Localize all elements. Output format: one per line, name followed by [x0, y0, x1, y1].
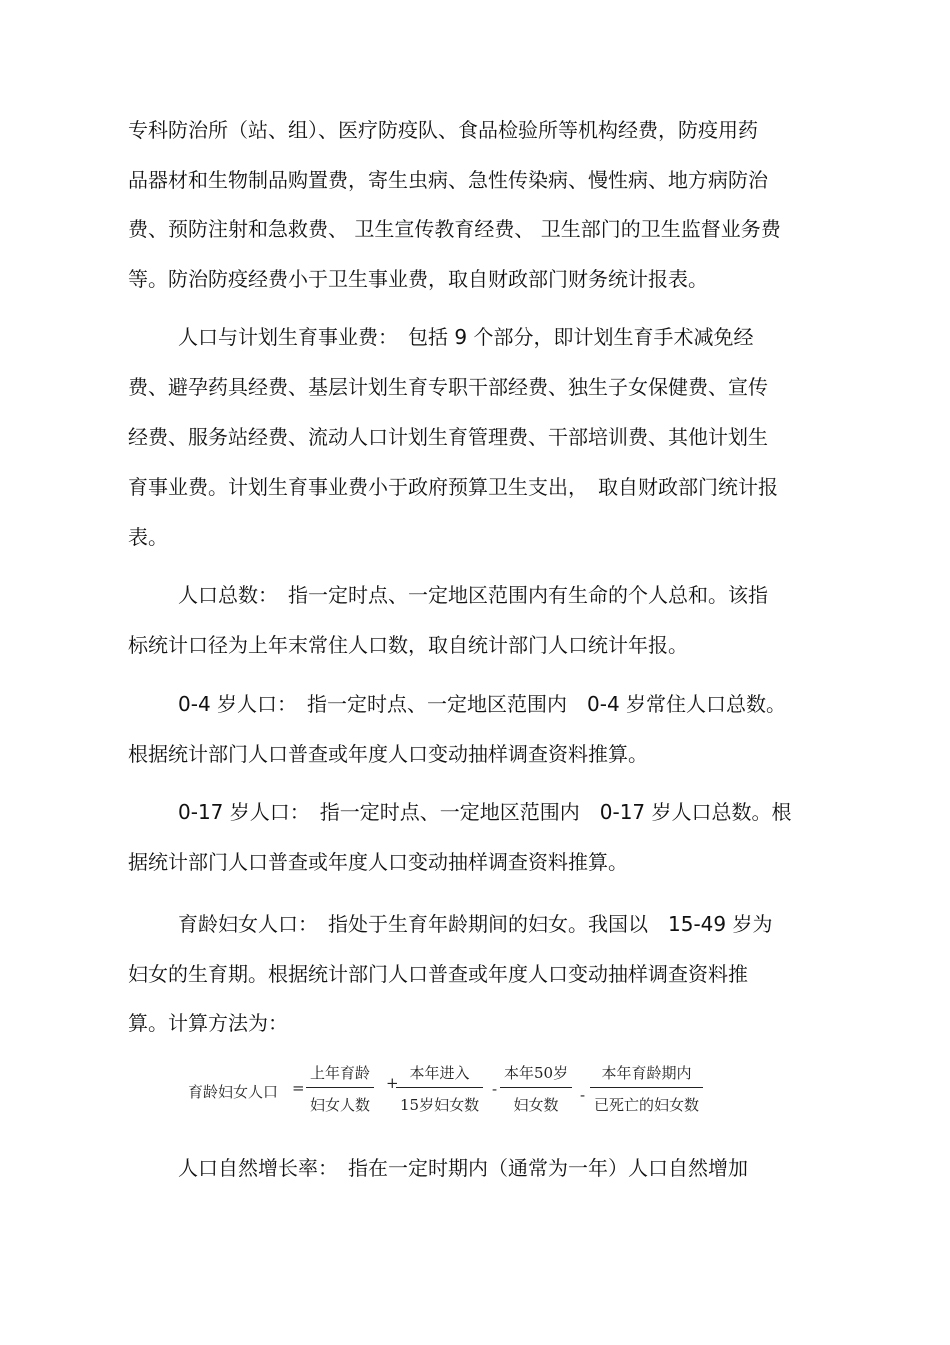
text-line: 费、预防注射和急救费、 卫生宣传教育经费、 卫生部门的卫生监督业务费 [128, 217, 781, 241]
paragraph-heading-line: 人口自然增长率： 指在一定时期内（通常为一年）人口自然增加 [178, 1156, 748, 1180]
text-line: 育事业费。计划生育事业费小于政府预算卫生支出， 取自财政部门统计报 [128, 475, 778, 499]
formula-term-4-denominator: 已死亡的妇女数 [594, 1096, 700, 1114]
formula-term-2-denominator: 15岁妇女数 [400, 1096, 480, 1114]
text-line: 算。计算方法为： [128, 1011, 288, 1035]
formula-minus-2: - [580, 1086, 586, 1104]
text-line: 表。 [128, 525, 168, 549]
formula-term-2-numerator: 本年进入 [396, 1062, 483, 1088]
text-line: 专科防治所（站、组）、医疗防疫队、食品检验所等机构经费，防疫用药 [128, 118, 758, 142]
formula-lhs: 育龄妇女人口 [188, 1083, 279, 1101]
text-line: 经费、服务站经费、流动人口计划生育管理费、干部培训费、其他计划生 [128, 425, 768, 449]
paragraph-heading-line: 0-17 岁人口： 指一定时点、一定地区范围内 0-17 岁人口总数。根 [178, 800, 792, 824]
text-line: 妇女的生育期。根据统计部门人口普查或年度人口变动抽样调查资料推 [128, 962, 748, 986]
paragraph-heading-line: 育龄妇女人口： 指处于生育年龄期间的妇女。我国以 15-49 岁为 [178, 912, 773, 936]
text-line: 品器材和生物制品购置费，寄生虫病、急性传染病、慢性病、地方病防治 [128, 168, 768, 192]
text-line: 根据统计部门人口普查或年度人口变动抽样调查资料推算。 [128, 742, 648, 766]
paragraph-heading-line: 人口与计划生育事业费： 包括 9 个部分，即计划生育手术减免经 [178, 325, 754, 349]
formula-image [188, 1062, 718, 1122]
formula-minus-1: - [492, 1080, 498, 1098]
formula-plus: + [386, 1074, 399, 1092]
paragraph-heading-line: 人口总数： 指一定时点、一定地区范围内有生命的个人总和。该指 [178, 583, 768, 607]
formula-term-1-denominator: 妇女人数 [310, 1096, 371, 1114]
formula-term-3 [500, 1062, 572, 1115]
formula-term-3-denominator: 妇女数 [513, 1096, 559, 1114]
formula-term-3-numerator: 本年50岁 [500, 1062, 572, 1088]
formula-term-1-numerator: 上年育龄 [306, 1062, 374, 1088]
text-line: 据统计部门人口普查或年度人口变动抽样调查资料推算。 [128, 850, 628, 874]
formula-term-4 [590, 1062, 703, 1115]
formula-term-1 [306, 1062, 374, 1115]
paragraph-heading-line: 0-4 岁人口： 指一定时点、一定地区范围内 0-4 岁常住人口总数。 [178, 692, 787, 716]
formula-term-4-numerator: 本年育龄期内 [590, 1062, 703, 1088]
formula-term-2 [396, 1062, 483, 1115]
text-line: 标统计口径为上年末常住人口数，取自统计部门人口统计年报。 [128, 633, 688, 657]
text-line: 等。防治防疫经费小于卫生事业费，取自财政部门财务统计报表。 [128, 267, 708, 291]
text-line: 费、避孕药具经费、基层计划生育专职干部经费、独生子女保健费、宣传 [128, 375, 768, 399]
formula-equals: = [292, 1079, 305, 1097]
